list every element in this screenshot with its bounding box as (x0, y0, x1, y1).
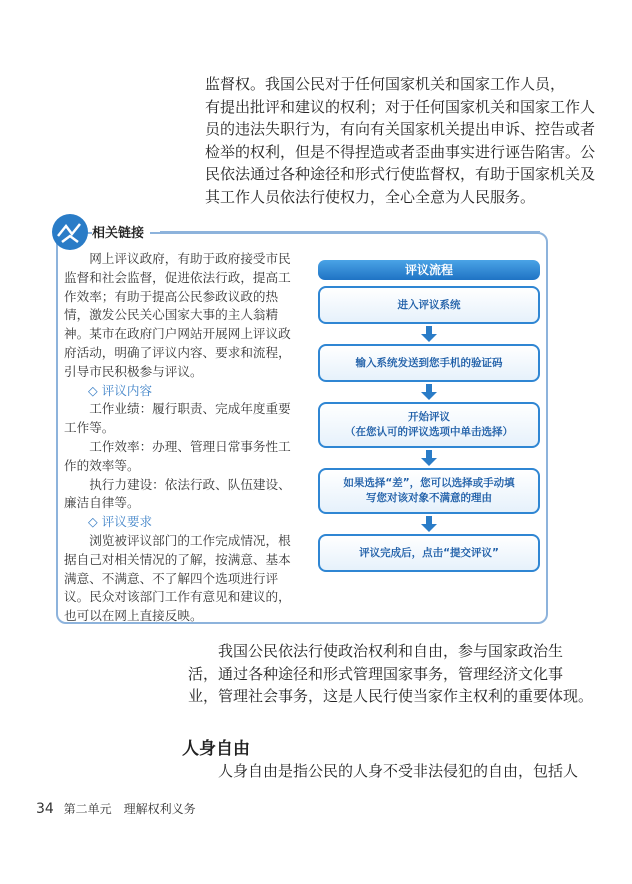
text-line: 廉洁自律等。 (64, 495, 140, 511)
flow-step (318, 534, 540, 572)
link-box-text (64, 250, 306, 626)
flow-step (318, 286, 540, 324)
down-arrow-icon (318, 382, 540, 402)
flow-step-text: 写您对该对象不满意的理由 (366, 492, 492, 504)
subheading-requirements: ◇ 评议要求 (88, 514, 153, 530)
text-line: 执行力建设：依法行政、队伍建设、 (64, 476, 291, 492)
text-line: 我国公民依法行使政治权利和自由，参与国家政治生 (188, 642, 564, 660)
text-line: 议。民众对该部门工作有意见和建议的， (64, 589, 291, 605)
related-link-title: 相关链接 (92, 222, 150, 241)
text-line: 检举的权利，但是不得捏造或者歪曲事实进行诬告陷害。公 (205, 142, 596, 161)
text-line: 业，管理社会事务，这是人民行使当家作主权利的重要体现。 (188, 687, 594, 705)
text-line: 浏览被评议部门的工作完成情况，根 (64, 532, 291, 548)
text-line: 神。某市在政府门户网站开展网上评议政 (64, 326, 291, 342)
flow-step-text: 开始评议 (408, 411, 450, 423)
text-line: 网上评议政府，有助于政府接受市民 (64, 251, 291, 266)
text-line: 活，通过各种途径和形式管理国家事务，管理经济文化事 (188, 664, 564, 683)
down-arrow-icon (318, 324, 540, 344)
text-line: 据自己对相关情况的了解，按满意、基本 (64, 551, 291, 567)
text-line: 工作等。 (64, 420, 115, 436)
unit-title: 第二单元 理解权利义务 (63, 802, 196, 816)
text-line: 监督权。我国公民对于任何国家机关和国家工作人员， (205, 75, 566, 93)
flow-step-text: 评议完成后，点击“提交评议” (359, 546, 499, 559)
bottom-paragraph (188, 640, 594, 708)
text-line: 作效率；有助于提高公民参政议政的热 (64, 288, 279, 304)
down-arrow-icon (318, 514, 540, 534)
text-line: 满意、不满意、不了解四个选项进行评 (64, 570, 279, 586)
section-paragraph (188, 760, 579, 783)
flow-step (318, 468, 540, 514)
subheading-content: ◇ 评议内容 (88, 382, 153, 398)
page-number: 34 (36, 801, 54, 817)
flowchart-title: 评议流程 (318, 260, 540, 280)
text-line: 情，激发公民关心国家大事的主人翁精 (64, 307, 279, 323)
flow-step (318, 344, 540, 382)
evaluation-flowchart (318, 260, 540, 572)
page-footer (36, 800, 196, 817)
section-heading: 人身自由 (182, 739, 250, 759)
related-link-logo-icon (52, 214, 88, 250)
text-line: 监督和社会监督，促进依法行政，提高工 (64, 269, 291, 285)
flow-step-text: 进入评议系统 (397, 298, 461, 311)
text-line: 其工作人员依法行使权力，全心全意为人民服务。 (205, 187, 536, 206)
text-line: 府活动，明确了评议内容、要求和流程， (64, 344, 291, 360)
text-line: 员的违法失职行为，有向有关国家机关提出申诉、控告或者 (205, 120, 596, 138)
flow-step (318, 402, 540, 448)
text-line: 工作效率：办理、管理日常事务性工 (64, 438, 291, 454)
down-arrow-icon (318, 448, 540, 468)
text-line: 也可以在网上直接反映。 (64, 608, 203, 624)
text-line: 有提出批评和建议的权利；对于任何国家机关和国家工作人 (205, 97, 596, 116)
title-divider (160, 231, 540, 232)
flow-step-text: （在您认可的评议选项中单击选择） (345, 426, 513, 438)
flow-step-text: 如果选择“差”，您可以选择或手动填 (343, 477, 515, 489)
text-line: 工作业绩：履行职责、完成年度重要 (64, 401, 291, 417)
text-line: 引导市民积极参与评议。 (64, 363, 203, 379)
text-line: 人身自由是指公民的人身不受非法侵犯的自由，包括人 (188, 762, 579, 780)
text-line: 作的效率等。 (64, 457, 140, 473)
flow-step-text: 输入系统发送到您手机的验证码 (355, 356, 503, 369)
top-paragraph (205, 73, 596, 208)
text-line: 民依法通过各种途径和形式行使监督权，有助于国家机关及 (205, 165, 596, 183)
